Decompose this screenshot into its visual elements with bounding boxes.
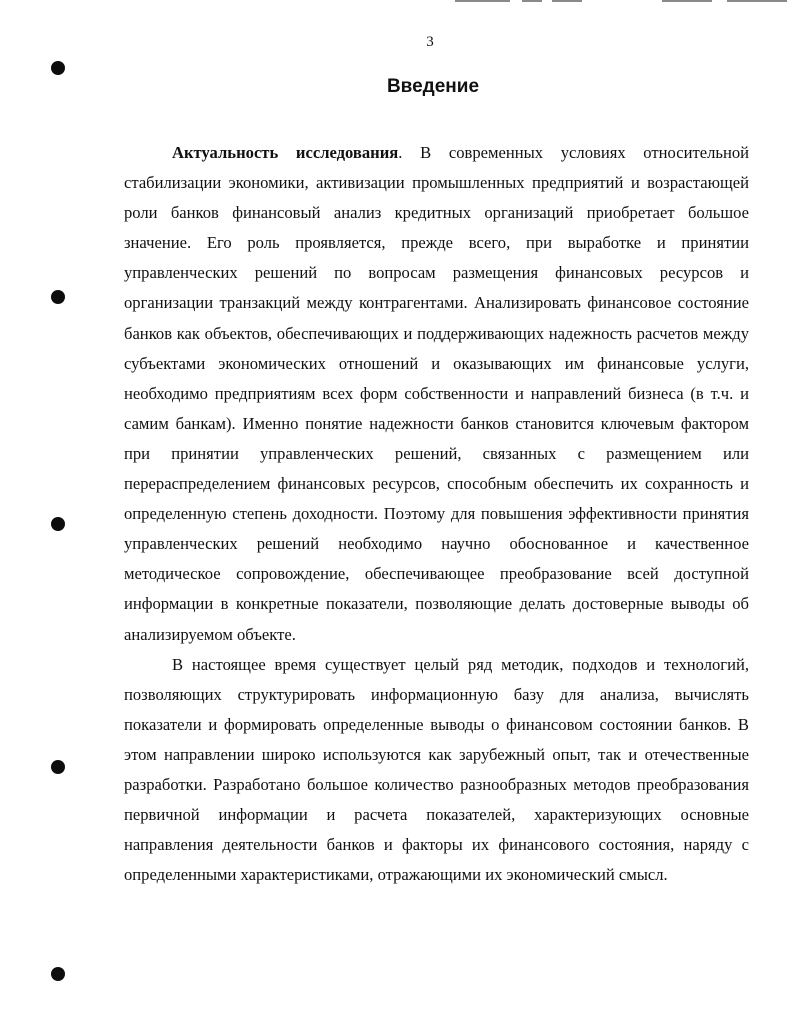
document-body [124, 138, 749, 890]
punch-hole-mark [51, 517, 65, 531]
scan-edge-mark [552, 0, 582, 2]
punch-hole-mark [51, 290, 65, 304]
page-title: Введение [386, 76, 480, 97]
punch-hole-mark [51, 61, 65, 75]
paragraph-relevance [124, 138, 749, 650]
punch-hole-mark [51, 760, 65, 774]
scan-edge-mark [727, 0, 787, 2]
page-number: 3 [426, 34, 434, 50]
scan-edge-mark [522, 0, 542, 2]
scan-edge-mark [662, 0, 712, 2]
paragraph-lead: Актуальность исследования [172, 143, 399, 162]
paragraph-text: . В современных условиях относительной стабилизации экономики, активизации промышленных предприятий и возрастающей роли банков финансовый анализ кредитных организаций приобретает большое значение. Его роль проявляется, прежде всего, при выработке и принятии управленческих решений по вопросам размещения финансовых ресурсов и организации транзакций между контрагентами. Анализировать финансовое состояние банков как объектов, обеспечивающих и поддерживающих надежность расчетов между субъектами экономических отношений и оказывающих им финансовые услуги, необходимо предприятиям всех форм собственности и направлений бизнеса (в т.ч. и самим банкам). Именно понятие надежности банков становится ключевым фактором при принятии управленческих решений, связанных с размещением или перераспределением финансовых ресурсов, способным обеспечить их сохранность и определенную степень доходности. Поэтому для повышения эффективности принятия управленческих решений необходимо научно обоснованное и качественное методическое сопровождение, обеспечивающее преобразование всей доступной информации в конкретные показатели, позволяющие делать достоверные выводы об анализируемом объекте. [124, 143, 749, 644]
punch-hole-mark [51, 967, 65, 981]
scan-edge-mark [455, 0, 510, 2]
paragraph-methods: В настоящее время существует целый ряд методик, подходов и технологий, позволяющих структурировать информационную базу для анализа, вычислять показатели и формировать определенные выводы о финансовом состоянии банков. В этом направлении широко используются как зарубежный опыт, так и отечественные разработки. Разработано большое количество разнообразных методов преобразования первичной информации и расчета показателей, характеризующих основные направления деятельности банков и факторы их финансового состояния, наряду с определенными характеристиками, отражающими их экономический смысл. [124, 654, 749, 885]
